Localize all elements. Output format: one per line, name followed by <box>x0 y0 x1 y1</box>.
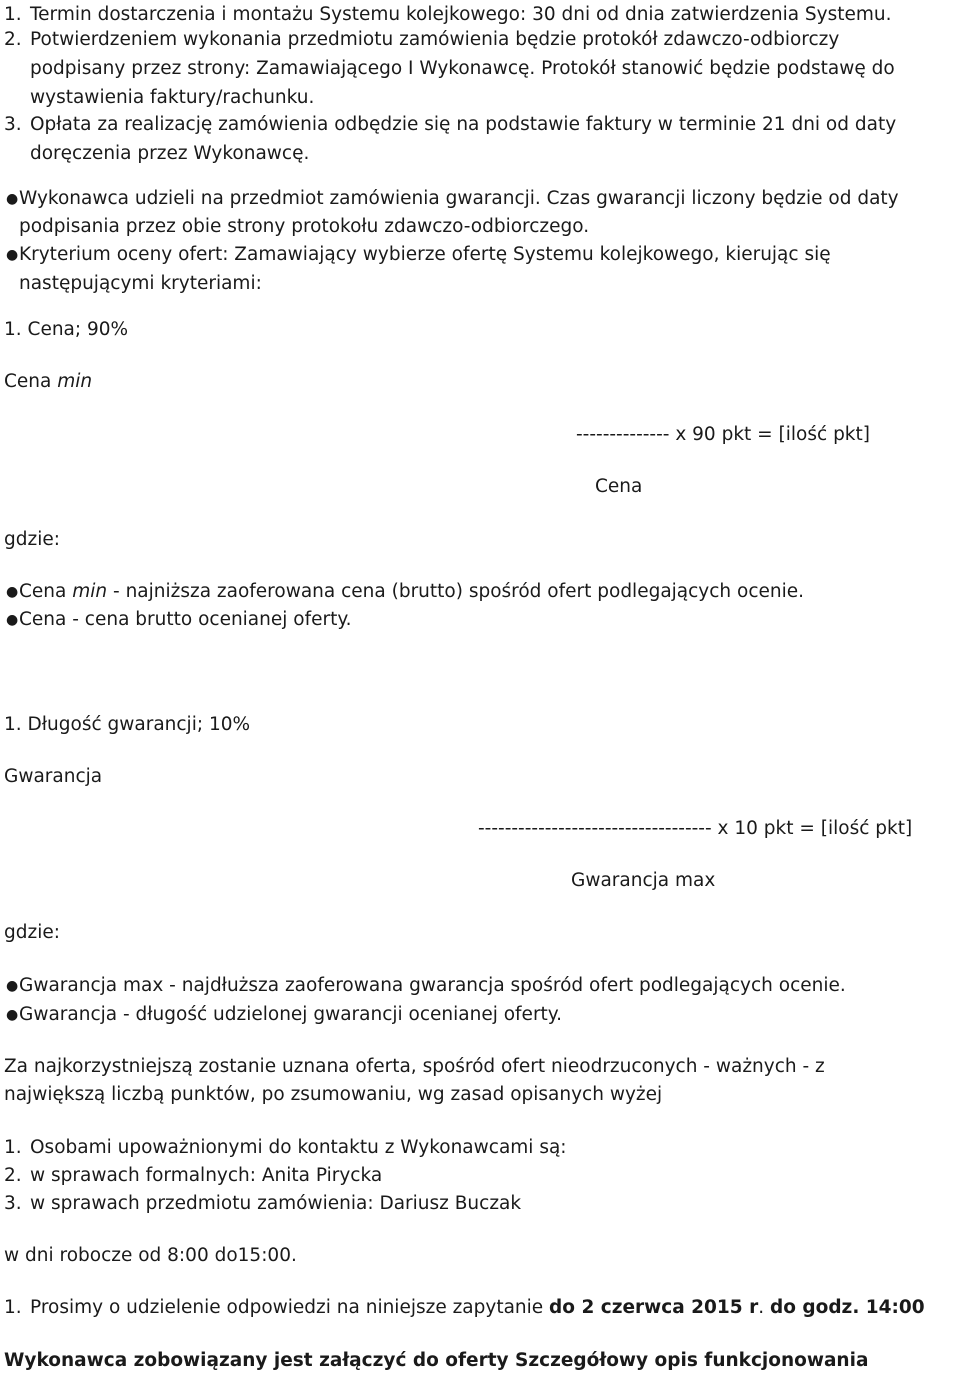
summary-line: Za najkorzystniejszą zostanie uznana oferta, spośród ofert nieodrzuconych - ważnych - z <box>4 1056 825 1077</box>
formula-numerator: Cena min <box>4 371 93 392</box>
final-requirement: Wykonawca zobowiązany jest załączyć do oferty Szczegółowy opis funkcjonowania <box>4 1350 869 1371</box>
where-label: gdzie: <box>4 529 60 550</box>
formula-numerator: Gwarancja <box>4 766 103 787</box>
formula-line: -------------- x 90 pkt = [ilość pkt] <box>576 424 870 445</box>
formula-denominator: Cena <box>595 476 643 497</box>
bullet-icon: ● <box>6 978 19 994</box>
bullet-item: ●Wykonawca udzieli na przedmiot zamówienia gwarancji. Czas gwarancji liczony będzie od daty <box>6 184 899 214</box>
bullet-item: ●Gwarancja max - najdłuższa zaoferowana gwarancja spośród ofert podlegających ocenie. <box>6 971 846 1001</box>
criterion-heading: 1. Cena; 90% <box>4 319 129 340</box>
bullet-item: ●Kryterium oceny ofert: Zamawiający wybierze ofertę Systemu kolejkowego, kierując się <box>6 240 831 270</box>
bullet-continuation: następującymi kryteriami: <box>19 273 262 294</box>
deadline-item: 1. Prosimy o udzielenie odpowiedzi na niniejsze zapytanie do 2 czerwca 2015 r. do godz. 14:00 <box>4 1297 925 1318</box>
list-item: 2. Potwierdzeniem wykonania przedmiotu zamówienia będzie protokół zdawczo-odbiorczy <box>4 29 840 50</box>
bullet-item: ●Gwarancja - długość udzielonej gwarancji ocenianej oferty. <box>6 1000 562 1030</box>
bullet-icon: ● <box>6 247 19 263</box>
bullet-icon: ● <box>6 584 19 600</box>
office-hours: w dni robocze od 8:00 do15:00. <box>4 1245 297 1266</box>
bullet-item: ●Cena min - najniższa zaoferowana cena (brutto) spośród ofert podlegających ocenie. <box>6 577 804 607</box>
where-label: gdzie: <box>4 922 60 943</box>
bullet-item: ●Cena - cena brutto ocenianej oferty. <box>6 605 352 635</box>
list-item: 1. Termin dostarczenia i montażu Systemu kolejkowego: 30 dni od dnia zatwierdzenia Systemu. <box>4 4 892 25</box>
list-item-continuation: doręczenia przez Wykonawcę. <box>30 143 310 164</box>
summary-line: największą liczbą punktów, po zsumowaniu, wg zasad opisanych wyżej <box>4 1084 663 1105</box>
contact-item: 2. w sprawach formalnych: Anita Pirycka <box>4 1165 383 1186</box>
formula-line: ----------------------------------- x 10 pkt = [ilość pkt] <box>478 818 913 839</box>
criterion-heading: 1. Długość gwarancji; 10% <box>4 714 251 735</box>
list-item-continuation: podpisany przez strony: Zamawiającego I Wykonawcę. Protokół stanowić będzie podstawę do <box>30 58 895 79</box>
bullet-icon: ● <box>6 1007 19 1023</box>
contact-item: 1. Osobami upoważnionymi do kontaktu z Wykonawcami są: <box>4 1137 567 1158</box>
list-item: 3. Opłata za realizację zamówienia odbędzie się na podstawie faktury w terminie 21 dni od daty <box>4 114 897 135</box>
bullet-continuation: podpisania przez obie strony protokołu zdawczo-odbiorczego. <box>19 216 590 237</box>
bullet-icon: ● <box>6 191 19 207</box>
list-item-continuation: wystawienia faktury/rachunku. <box>30 87 315 108</box>
contact-item: 3. w sprawach przedmiotu zamówienia: Dariusz Buczak <box>4 1193 522 1214</box>
bullet-icon: ● <box>6 612 19 628</box>
formula-denominator: Gwarancja max <box>571 870 716 891</box>
